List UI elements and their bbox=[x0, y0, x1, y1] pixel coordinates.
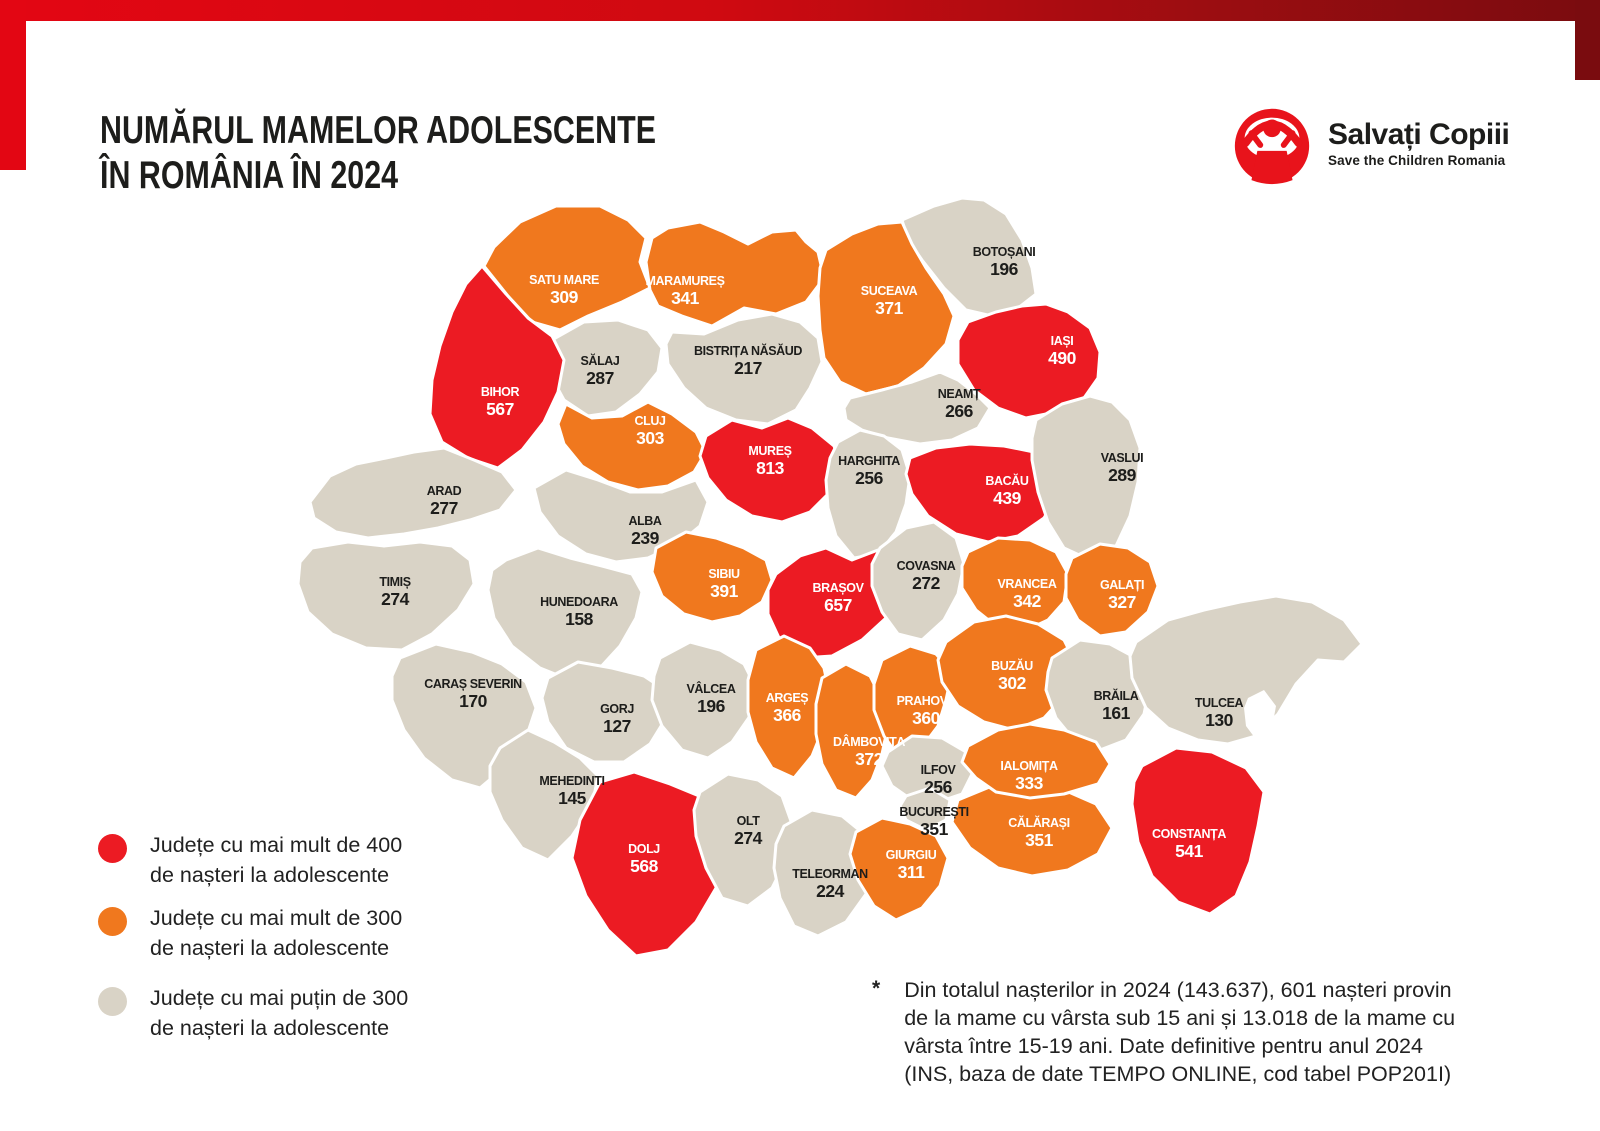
county-label-valcea: VÂLCEA bbox=[686, 682, 736, 696]
county-value-caras_severin: 170 bbox=[459, 691, 487, 711]
county-label-neamt: NEAMȚ bbox=[937, 387, 981, 401]
county-value-buzau: 302 bbox=[998, 673, 1026, 693]
county-label-maramures: MARAMUREȘ bbox=[645, 274, 725, 288]
county-label-alba: ALBA bbox=[628, 514, 662, 528]
county-label-mures: MUREȘ bbox=[748, 444, 792, 458]
county-label-bucuresti: BUCUREȘTI bbox=[899, 805, 969, 819]
page-title-line2: ÎN ROMÂNIA ÎN 2024 bbox=[100, 154, 399, 197]
legend-swatch-orange bbox=[98, 907, 127, 936]
county-label-constanta: CONSTANȚA bbox=[1152, 827, 1226, 841]
county-value-bihor: 567 bbox=[486, 399, 514, 419]
county-value-iasi: 490 bbox=[1048, 348, 1076, 368]
county-label-galati: GALAȚI bbox=[1099, 578, 1145, 592]
legend-red-line1: Județe cu mai mult de 400 bbox=[150, 833, 403, 857]
county-value-galati: 327 bbox=[1108, 592, 1136, 612]
legend-swatch-red bbox=[98, 834, 127, 863]
county-value-covasna: 272 bbox=[912, 573, 940, 593]
legend-item-orange bbox=[98, 903, 402, 963]
county-value-maramures: 341 bbox=[671, 288, 699, 308]
footnote-line3: vârsta între 15-19 ani. Date definitive pentru anul 2024 bbox=[904, 1034, 1423, 1058]
county-value-botosani: 196 bbox=[990, 259, 1018, 279]
county-label-hunedoara: HUNEDOARA bbox=[540, 595, 618, 609]
county-label-satu_mare: SATU MARE bbox=[529, 273, 599, 287]
footnote bbox=[872, 976, 1472, 1088]
county-value-timis: 274 bbox=[381, 589, 409, 609]
county-label-braila: BRĂILA bbox=[1093, 689, 1139, 703]
footnote-asterisk: * bbox=[872, 977, 881, 1000]
county-value-satu_mare: 309 bbox=[550, 287, 578, 307]
county-value-constanta: 541 bbox=[1175, 841, 1203, 861]
county-label-harghita: HARGHITA bbox=[838, 454, 900, 468]
county-label-iasi: IAȘI bbox=[1050, 334, 1074, 348]
county-label-dolj: DOLJ bbox=[628, 842, 660, 856]
legend-gray-line1: Județe cu mai puțin de 300 bbox=[150, 986, 409, 1010]
county-label-ilfov: ILFOV bbox=[920, 763, 956, 777]
county-value-arad: 277 bbox=[430, 498, 458, 518]
county-label-teleorman: TELEORMAN bbox=[792, 867, 868, 881]
county-label-giurgiu: GIURGIU bbox=[885, 848, 937, 862]
county-value-teleorman: 224 bbox=[816, 881, 844, 901]
footnote-line1: Din totalul nașterilor in 2024 (143.637), 601 nașteri provin bbox=[904, 978, 1452, 1002]
logo-subtitle: Save the Children Romania bbox=[1328, 153, 1506, 168]
county-label-caras_severin: CARAȘ SEVERIN bbox=[424, 677, 522, 691]
county-label-vrancea: VRANCEA bbox=[997, 577, 1057, 591]
county-value-braila: 161 bbox=[1102, 703, 1130, 723]
county-value-ilfov: 256 bbox=[924, 777, 952, 797]
county-label-arges: ARGEȘ bbox=[765, 691, 809, 705]
county-value-hunedoara: 158 bbox=[565, 609, 593, 629]
county-label-tulcea: TULCEA bbox=[1194, 696, 1244, 710]
county-value-alba: 239 bbox=[631, 528, 659, 548]
county-label-sibiu: SIBIU bbox=[708, 567, 740, 581]
legend-swatch-gray bbox=[98, 987, 127, 1016]
county-label-arad: ARAD bbox=[426, 484, 462, 498]
county-value-gorj: 127 bbox=[603, 716, 631, 736]
legend-gray-line2: de nașteri la adolescente bbox=[150, 1016, 390, 1040]
county-value-calarasi: 351 bbox=[1025, 830, 1053, 850]
county-value-brasov: 657 bbox=[824, 595, 852, 615]
county-label-dambovita: DÂMBOVIȚA bbox=[832, 735, 906, 749]
county-value-salaj: 287 bbox=[586, 368, 614, 388]
county-value-ialomita: 333 bbox=[1015, 773, 1043, 793]
county-value-bistrita_nasaud: 217 bbox=[734, 358, 762, 378]
legend-orange-line1: Județe cu mai mult de 300 bbox=[150, 906, 403, 930]
footnote-line4: (INS, baza de date TEMPO ONLINE, cod tabel POP201I) bbox=[904, 1062, 1452, 1086]
legend-text-red bbox=[150, 830, 402, 890]
county-label-calarasi: CĂLĂRAȘI bbox=[1008, 816, 1070, 830]
county-label-salaj: SĂLAJ bbox=[580, 354, 620, 368]
county-label-buzau: BUZĂU bbox=[991, 659, 1033, 673]
county-value-bucuresti: 351 bbox=[920, 819, 948, 839]
county-value-giurgiu: 311 bbox=[897, 862, 925, 882]
county-label-cluj: CLUJ bbox=[634, 414, 666, 428]
footnote-line2: de la mame cu vârsta sub 15 ani și 13.018 de la mame cu bbox=[904, 1006, 1456, 1030]
county-value-sibiu: 391 bbox=[710, 581, 738, 601]
county-value-bacau: 439 bbox=[993, 488, 1021, 508]
county-value-arges: 366 bbox=[773, 705, 801, 725]
county-label-bihor: BIHOR bbox=[480, 385, 520, 399]
page-title-line1: NUMĂRUL MAMELOR ADOLESCENTE bbox=[100, 109, 657, 152]
county-label-olt: OLT bbox=[736, 814, 760, 828]
county-label-ialomita: IALOMIȚA bbox=[1000, 759, 1058, 773]
county-value-vaslui: 289 bbox=[1108, 465, 1136, 485]
county-value-olt: 274 bbox=[734, 828, 762, 848]
county-label-vaslui: VASLUI bbox=[1100, 451, 1144, 465]
county-value-cluj: 303 bbox=[636, 428, 664, 448]
county-label-prahova: PRAHOVA bbox=[896, 694, 956, 708]
county-label-bistrita_nasaud: BISTRIȚA NĂSĂUD bbox=[693, 344, 803, 358]
county-label-mehedinti: MEHEDINTI bbox=[539, 774, 605, 788]
county-value-valcea: 196 bbox=[697, 696, 725, 716]
county-value-suceava: 371 bbox=[875, 298, 903, 318]
legend-text-gray bbox=[150, 983, 408, 1043]
legend-item-gray bbox=[98, 983, 408, 1043]
county-label-brasov: BRAȘOV bbox=[812, 581, 864, 595]
county-value-harghita: 256 bbox=[855, 468, 883, 488]
logo-name: Salvați Copiii bbox=[1328, 118, 1510, 151]
county-value-mures: 813 bbox=[756, 458, 784, 478]
county-label-bacau: BACĂU bbox=[985, 474, 1029, 488]
county-value-dambovita: 372 bbox=[855, 749, 883, 769]
county-label-botosani: BOTOȘANI bbox=[972, 245, 1036, 259]
county-value-dolj: 568 bbox=[630, 856, 658, 876]
legend-orange-line2: de nașteri la adolescente bbox=[150, 936, 390, 960]
legend-red-line2: de nașteri la adolescente bbox=[150, 863, 390, 887]
county-label-suceava: SUCEAVA bbox=[860, 284, 918, 298]
footnote-text bbox=[904, 976, 1455, 1088]
county-label-timis: TIMIȘ bbox=[379, 575, 411, 589]
county-label-covasna: COVASNA bbox=[896, 559, 956, 573]
legend-item-red bbox=[98, 830, 402, 890]
county-value-neamt: 266 bbox=[945, 401, 973, 421]
county-value-vrancea: 342 bbox=[1013, 591, 1041, 611]
legend-text-orange bbox=[150, 903, 402, 963]
county-label-gorj: GORJ bbox=[600, 702, 634, 716]
county-value-prahova: 360 bbox=[912, 708, 940, 728]
county-value-mehedinti: 145 bbox=[558, 788, 586, 808]
county-value-tulcea: 130 bbox=[1205, 710, 1233, 730]
